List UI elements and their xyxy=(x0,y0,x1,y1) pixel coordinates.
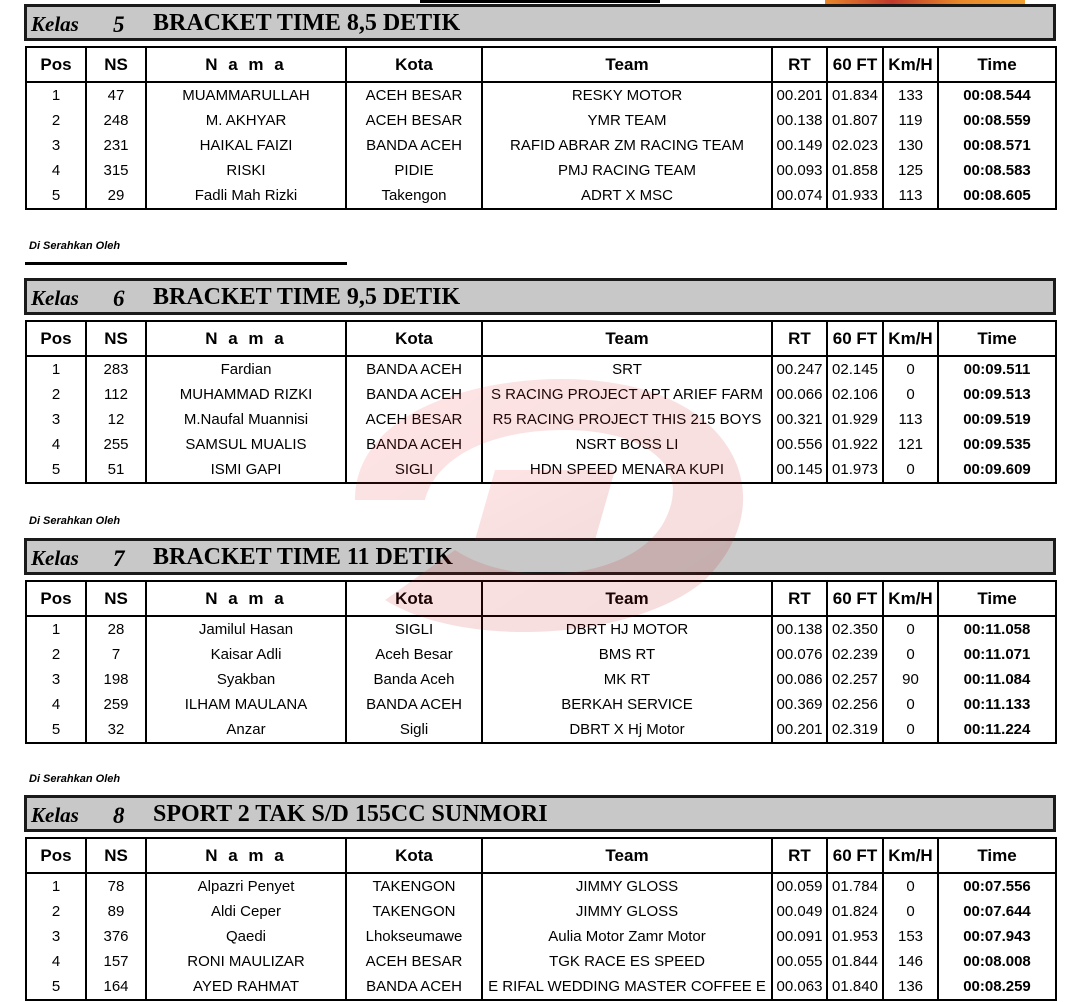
cell-rt: 00.055 xyxy=(772,949,827,974)
cell-rt: 00.201 xyxy=(772,82,827,107)
cell-time: 00:08.544 xyxy=(938,82,1056,107)
cell-ns: 315 xyxy=(86,158,146,183)
cell-pos: 1 xyxy=(26,82,86,107)
cell-ft: 01.953 xyxy=(827,924,883,949)
cell-kmh: 136 xyxy=(883,975,938,1000)
cell-pos: 2 xyxy=(26,898,86,923)
column-header-kmh: Km/H xyxy=(883,838,938,873)
cell-nama: SAMSUL MUALIS xyxy=(146,432,346,457)
cell-nama: Syakban xyxy=(146,667,346,692)
column-header-nama: N a m a xyxy=(146,838,346,873)
column-header-nama: N a m a xyxy=(146,581,346,616)
cell-team: SRT xyxy=(482,356,772,381)
cell-team: MK RT xyxy=(482,667,772,692)
cell-kota: Lhokseumawe xyxy=(346,924,482,949)
cell-time: 00:11.084 xyxy=(938,667,1056,692)
cell-team: RAFID ABRAR ZM RACING TEAM xyxy=(482,133,772,158)
column-header-kmh: Km/H xyxy=(883,47,938,82)
cell-kota: TAKENGON xyxy=(346,898,482,923)
cell-team: HDN SPEED MENARA KUPI xyxy=(482,458,772,483)
column-header-rt: RT xyxy=(772,581,827,616)
cell-kota: BANDA ACEH xyxy=(346,692,482,717)
cell-kmh: 113 xyxy=(883,184,938,209)
column-header-rt: RT xyxy=(772,838,827,873)
cell-team: R5 RACING PROJECT THIS 215 BOYS xyxy=(482,407,772,432)
cell-team: JIMMY GLOSS xyxy=(482,898,772,923)
cell-rt: 00.369 xyxy=(772,692,827,717)
cell-ns: 255 xyxy=(86,432,146,457)
cell-rt: 00.149 xyxy=(772,133,827,158)
cell-team: S RACING PROJECT APT ARIEF FARM xyxy=(482,381,772,406)
column-header-pos: Pos xyxy=(26,581,86,616)
cell-time: 00:11.133 xyxy=(938,692,1056,717)
cell-ft: 02.145 xyxy=(827,356,883,381)
cell-nama: Fadli Mah Rizki xyxy=(146,184,346,209)
cell-ft: 01.858 xyxy=(827,158,883,183)
cell-kota: Takengon xyxy=(346,184,482,209)
kelas-label: Kelas xyxy=(31,803,79,827)
cell-kota: ACEH BESAR xyxy=(346,949,482,974)
cell-nama: RISKI xyxy=(146,158,346,183)
cell-nama: Qaedi xyxy=(146,924,346,949)
cell-time: 00:08.605 xyxy=(938,184,1056,209)
cell-kota: BANDA ACEH xyxy=(346,432,482,457)
table-row xyxy=(26,898,1056,923)
cell-nama: Kaisar Adli xyxy=(146,641,346,666)
cell-pos: 1 xyxy=(26,873,86,898)
cell-kota: BANDA ACEH xyxy=(346,133,482,158)
table-row xyxy=(26,184,1056,209)
cell-ft: 01.824 xyxy=(827,898,883,923)
cell-ns: 164 xyxy=(86,975,146,1000)
table-row xyxy=(26,873,1056,898)
cell-nama: ILHAM MAULANA xyxy=(146,692,346,717)
kelas-title: SPORT 2 TAK S/D 155CC SUNMORI xyxy=(153,801,548,827)
cell-kmh: 125 xyxy=(883,158,938,183)
kelas-number: 7 xyxy=(113,546,125,571)
cell-nama: Alpazri Penyet xyxy=(146,873,346,898)
cell-time: 00:11.224 xyxy=(938,718,1056,743)
column-header-kota: Kota xyxy=(346,47,482,82)
cell-ns: 51 xyxy=(86,458,146,483)
cell-kmh: 0 xyxy=(883,616,938,641)
cell-pos: 2 xyxy=(26,107,86,132)
cell-team: E RIFAL WEDDING MASTER COFFEE E xyxy=(482,975,772,1000)
kelas-number: 8 xyxy=(113,803,125,828)
cell-time: 00:09.535 xyxy=(938,432,1056,457)
handed-over-by-label: Di Serahkan Oleh xyxy=(29,515,121,527)
cell-team: Aulia Motor Zamr Motor xyxy=(482,924,772,949)
kelas-title: BRACKET TIME 8,5 DETIK xyxy=(153,10,461,36)
cell-ns: 198 xyxy=(86,667,146,692)
cell-ft: 01.929 xyxy=(827,407,883,432)
column-header-rt: RT xyxy=(772,47,827,82)
cell-rt: 00.066 xyxy=(772,381,827,406)
cell-team: RESKY MOTOR xyxy=(482,82,772,107)
column-header-team: Team xyxy=(482,321,772,356)
cell-time: 00:09.609 xyxy=(938,458,1056,483)
cell-pos: 2 xyxy=(26,381,86,406)
column-header-kota: Kota xyxy=(346,321,482,356)
cell-rt: 00.201 xyxy=(772,718,827,743)
cell-ft: 02.257 xyxy=(827,667,883,692)
column-header-ft: 60 FT xyxy=(827,321,883,356)
column-header-kmh: Km/H xyxy=(883,581,938,616)
cell-ft: 02.023 xyxy=(827,133,883,158)
column-header-ns: NS xyxy=(86,321,146,356)
cell-ns: 7 xyxy=(86,641,146,666)
cell-ft: 01.807 xyxy=(827,107,883,132)
column-header-kota: Kota xyxy=(346,581,482,616)
cell-team: TGK RACE ES SPEED xyxy=(482,949,772,974)
cell-ns: 157 xyxy=(86,949,146,974)
cell-kmh: 146 xyxy=(883,949,938,974)
cell-pos: 4 xyxy=(26,158,86,183)
column-header-team: Team xyxy=(482,47,772,82)
table-row xyxy=(26,949,1056,974)
cell-pos: 5 xyxy=(26,718,86,743)
cell-kmh: 133 xyxy=(883,82,938,107)
cell-ft: 01.784 xyxy=(827,873,883,898)
cell-pos: 3 xyxy=(26,924,86,949)
cell-time: 00:09.519 xyxy=(938,407,1056,432)
table-row xyxy=(26,133,1056,158)
cell-pos: 4 xyxy=(26,692,86,717)
cell-pos: 5 xyxy=(26,458,86,483)
cell-time: 00:11.071 xyxy=(938,641,1056,666)
kelas-title: BRACKET TIME 9,5 DETIK xyxy=(153,284,461,310)
cell-pos: 3 xyxy=(26,667,86,692)
cell-kmh: 130 xyxy=(883,133,938,158)
cell-pos: 5 xyxy=(26,184,86,209)
cell-pos: 4 xyxy=(26,949,86,974)
cell-kota: TAKENGON xyxy=(346,873,482,898)
kelas-label: Kelas xyxy=(31,546,79,570)
column-header-pos: Pos xyxy=(26,321,86,356)
column-header-pos: Pos xyxy=(26,838,86,873)
cell-ft: 01.840 xyxy=(827,975,883,1000)
cell-ns: 78 xyxy=(86,873,146,898)
cell-nama: M. AKHYAR xyxy=(146,107,346,132)
cell-nama: MUAMMARULLAH xyxy=(146,82,346,107)
cell-rt: 00.074 xyxy=(772,184,827,209)
column-header-ns: NS xyxy=(86,581,146,616)
column-header-rt: RT xyxy=(772,321,827,356)
cell-kota: BANDA ACEH xyxy=(346,356,482,381)
cell-rt: 00.063 xyxy=(772,975,827,1000)
cell-nama: ISMI GAPI xyxy=(146,458,346,483)
cell-team: JIMMY GLOSS xyxy=(482,873,772,898)
cell-ns: 283 xyxy=(86,356,146,381)
table-row xyxy=(26,975,1056,1000)
cell-kmh: 119 xyxy=(883,107,938,132)
cell-kota: SIGLI xyxy=(346,616,482,641)
cell-time: 00:08.559 xyxy=(938,107,1056,132)
cell-nama: Jamilul Hasan xyxy=(146,616,346,641)
column-header-team: Team xyxy=(482,581,772,616)
cell-kmh: 0 xyxy=(883,873,938,898)
cell-rt: 00.247 xyxy=(772,356,827,381)
kelas-label: Kelas xyxy=(31,12,79,36)
kelas-number: 6 xyxy=(113,286,125,311)
handed-over-by-label: Di Serahkan Oleh xyxy=(29,240,121,252)
column-header-time: Time xyxy=(938,321,1056,356)
results-table xyxy=(25,46,1057,210)
cell-nama: M.Naufal Muannisi xyxy=(146,407,346,432)
cell-time: 00:07.943 xyxy=(938,924,1056,949)
cell-ns: 28 xyxy=(86,616,146,641)
results-table xyxy=(25,837,1057,1001)
table-row xyxy=(26,82,1056,107)
signature-line xyxy=(25,262,347,265)
cell-nama: AYED RAHMAT xyxy=(146,975,346,1000)
cell-rt: 00.091 xyxy=(772,924,827,949)
table-row xyxy=(26,616,1056,641)
results-table xyxy=(25,320,1057,484)
cell-team: BMS RT xyxy=(482,641,772,666)
cell-rt: 00.086 xyxy=(772,667,827,692)
cell-team: ADRT X MSC xyxy=(482,184,772,209)
cell-ft: 02.319 xyxy=(827,718,883,743)
cell-ns: 47 xyxy=(86,82,146,107)
column-header-time: Time xyxy=(938,581,1056,616)
column-header-team: Team xyxy=(482,838,772,873)
cell-kota: Sigli xyxy=(346,718,482,743)
handed-over-by-label: Di Serahkan Oleh xyxy=(29,773,121,785)
cell-kmh: 0 xyxy=(883,641,938,666)
cell-pos: 5 xyxy=(26,975,86,1000)
table-row xyxy=(26,107,1056,132)
column-header-time: Time xyxy=(938,47,1056,82)
column-header-nama: N a m a xyxy=(146,321,346,356)
cell-ns: 89 xyxy=(86,898,146,923)
cell-kmh: 121 xyxy=(883,432,938,457)
table-header-row xyxy=(26,838,1056,873)
cell-time: 00:08.583 xyxy=(938,158,1056,183)
table-row xyxy=(26,407,1056,432)
table-row xyxy=(26,667,1056,692)
cell-pos: 1 xyxy=(26,616,86,641)
cell-nama: RONI MAULIZAR xyxy=(146,949,346,974)
table-row xyxy=(26,458,1056,483)
cell-ft: 01.922 xyxy=(827,432,883,457)
kelas-header-bar xyxy=(24,795,1056,832)
cell-time: 00:08.571 xyxy=(938,133,1056,158)
column-header-ns: NS xyxy=(86,47,146,82)
cell-rt: 00.138 xyxy=(772,616,827,641)
column-header-ft: 60 FT xyxy=(827,47,883,82)
table-row xyxy=(26,381,1056,406)
column-header-time: Time xyxy=(938,838,1056,873)
column-header-ft: 60 FT xyxy=(827,838,883,873)
cell-ns: 29 xyxy=(86,184,146,209)
cell-time: 00:09.511 xyxy=(938,356,1056,381)
cell-team: DBRT HJ MOTOR xyxy=(482,616,772,641)
table-row xyxy=(26,924,1056,949)
table-row xyxy=(26,718,1056,743)
table-row xyxy=(26,432,1056,457)
column-header-ft: 60 FT xyxy=(827,581,883,616)
cell-kota: ACEH BESAR xyxy=(346,407,482,432)
cell-kmh: 113 xyxy=(883,407,938,432)
cell-ft: 01.834 xyxy=(827,82,883,107)
cell-ft: 01.973 xyxy=(827,458,883,483)
cell-ft: 02.239 xyxy=(827,641,883,666)
cell-nama: Anzar xyxy=(146,718,346,743)
cell-kota: Banda Aceh xyxy=(346,667,482,692)
cell-nama: Fardian xyxy=(146,356,346,381)
kelas-header-bar xyxy=(24,4,1056,41)
cell-ns: 231 xyxy=(86,133,146,158)
column-header-pos: Pos xyxy=(26,47,86,82)
column-header-nama: N a m a xyxy=(146,47,346,82)
cell-rt: 00.321 xyxy=(772,407,827,432)
kelas-number: 5 xyxy=(113,12,125,37)
cell-pos: 3 xyxy=(26,133,86,158)
table-row xyxy=(26,692,1056,717)
cell-ns: 112 xyxy=(86,381,146,406)
cell-team: DBRT X Hj Motor xyxy=(482,718,772,743)
kelas-header-bar xyxy=(24,278,1056,315)
cell-ns: 259 xyxy=(86,692,146,717)
cell-time: 00:07.556 xyxy=(938,873,1056,898)
cell-ns: 12 xyxy=(86,407,146,432)
table-row xyxy=(26,641,1056,666)
cell-team: NSRT BOSS LI xyxy=(482,432,772,457)
cell-time: 00:08.008 xyxy=(938,949,1056,974)
cell-ns: 248 xyxy=(86,107,146,132)
cell-rt: 00.049 xyxy=(772,898,827,923)
cell-kota: ACEH BESAR xyxy=(346,107,482,132)
cell-kmh: 0 xyxy=(883,381,938,406)
cell-kmh: 153 xyxy=(883,924,938,949)
cell-kota: BANDA ACEH xyxy=(346,381,482,406)
kelas-header-bar xyxy=(24,538,1056,575)
cell-kmh: 0 xyxy=(883,898,938,923)
cell-rt: 00.138 xyxy=(772,107,827,132)
cell-pos: 2 xyxy=(26,641,86,666)
cell-rt: 00.093 xyxy=(772,158,827,183)
table-header-row xyxy=(26,321,1056,356)
cell-time: 00:11.058 xyxy=(938,616,1056,641)
cell-team: YMR TEAM xyxy=(482,107,772,132)
cell-nama: HAIKAL FAIZI xyxy=(146,133,346,158)
cell-ft: 02.106 xyxy=(827,381,883,406)
cell-time: 00:08.259 xyxy=(938,975,1056,1000)
cell-nama: Aldi Ceper xyxy=(146,898,346,923)
cell-kota: BANDA ACEH xyxy=(346,975,482,1000)
cell-pos: 3 xyxy=(26,407,86,432)
cell-team: BERKAH SERVICE xyxy=(482,692,772,717)
cell-kmh: 0 xyxy=(883,718,938,743)
results-table xyxy=(25,580,1057,744)
cell-ft: 01.844 xyxy=(827,949,883,974)
cell-rt: 00.076 xyxy=(772,641,827,666)
table-row xyxy=(26,356,1056,381)
cell-kmh: 0 xyxy=(883,356,938,381)
top-divider-line xyxy=(420,0,660,3)
table-row xyxy=(26,158,1056,183)
cell-kota: Aceh Besar xyxy=(346,641,482,666)
cell-pos: 4 xyxy=(26,432,86,457)
cell-nama: MUHAMMAD RIZKI xyxy=(146,381,346,406)
cell-ns: 376 xyxy=(86,924,146,949)
kelas-title: BRACKET TIME 11 DETIK xyxy=(153,544,453,570)
cell-rt: 00.145 xyxy=(772,458,827,483)
cell-pos: 1 xyxy=(26,356,86,381)
kelas-label: Kelas xyxy=(31,286,79,310)
cell-kmh: 0 xyxy=(883,692,938,717)
cell-kmh: 90 xyxy=(883,667,938,692)
table-header-row xyxy=(26,47,1056,82)
cell-kota: PIDIE xyxy=(346,158,482,183)
column-header-ns: NS xyxy=(86,838,146,873)
cell-ns: 32 xyxy=(86,718,146,743)
cell-ft: 02.350 xyxy=(827,616,883,641)
cell-team: PMJ RACING TEAM xyxy=(482,158,772,183)
column-header-kmh: Km/H xyxy=(883,321,938,356)
cell-kota: SIGLI xyxy=(346,458,482,483)
cell-ft: 01.933 xyxy=(827,184,883,209)
cell-rt: 00.059 xyxy=(772,873,827,898)
cell-kmh: 0 xyxy=(883,458,938,483)
column-header-kota: Kota xyxy=(346,838,482,873)
cell-time: 00:09.513 xyxy=(938,381,1056,406)
cell-kota: ACEH BESAR xyxy=(346,82,482,107)
cell-time: 00:07.644 xyxy=(938,898,1056,923)
table-header-row xyxy=(26,581,1056,616)
cell-rt: 00.556 xyxy=(772,432,827,457)
cell-ft: 02.256 xyxy=(827,692,883,717)
